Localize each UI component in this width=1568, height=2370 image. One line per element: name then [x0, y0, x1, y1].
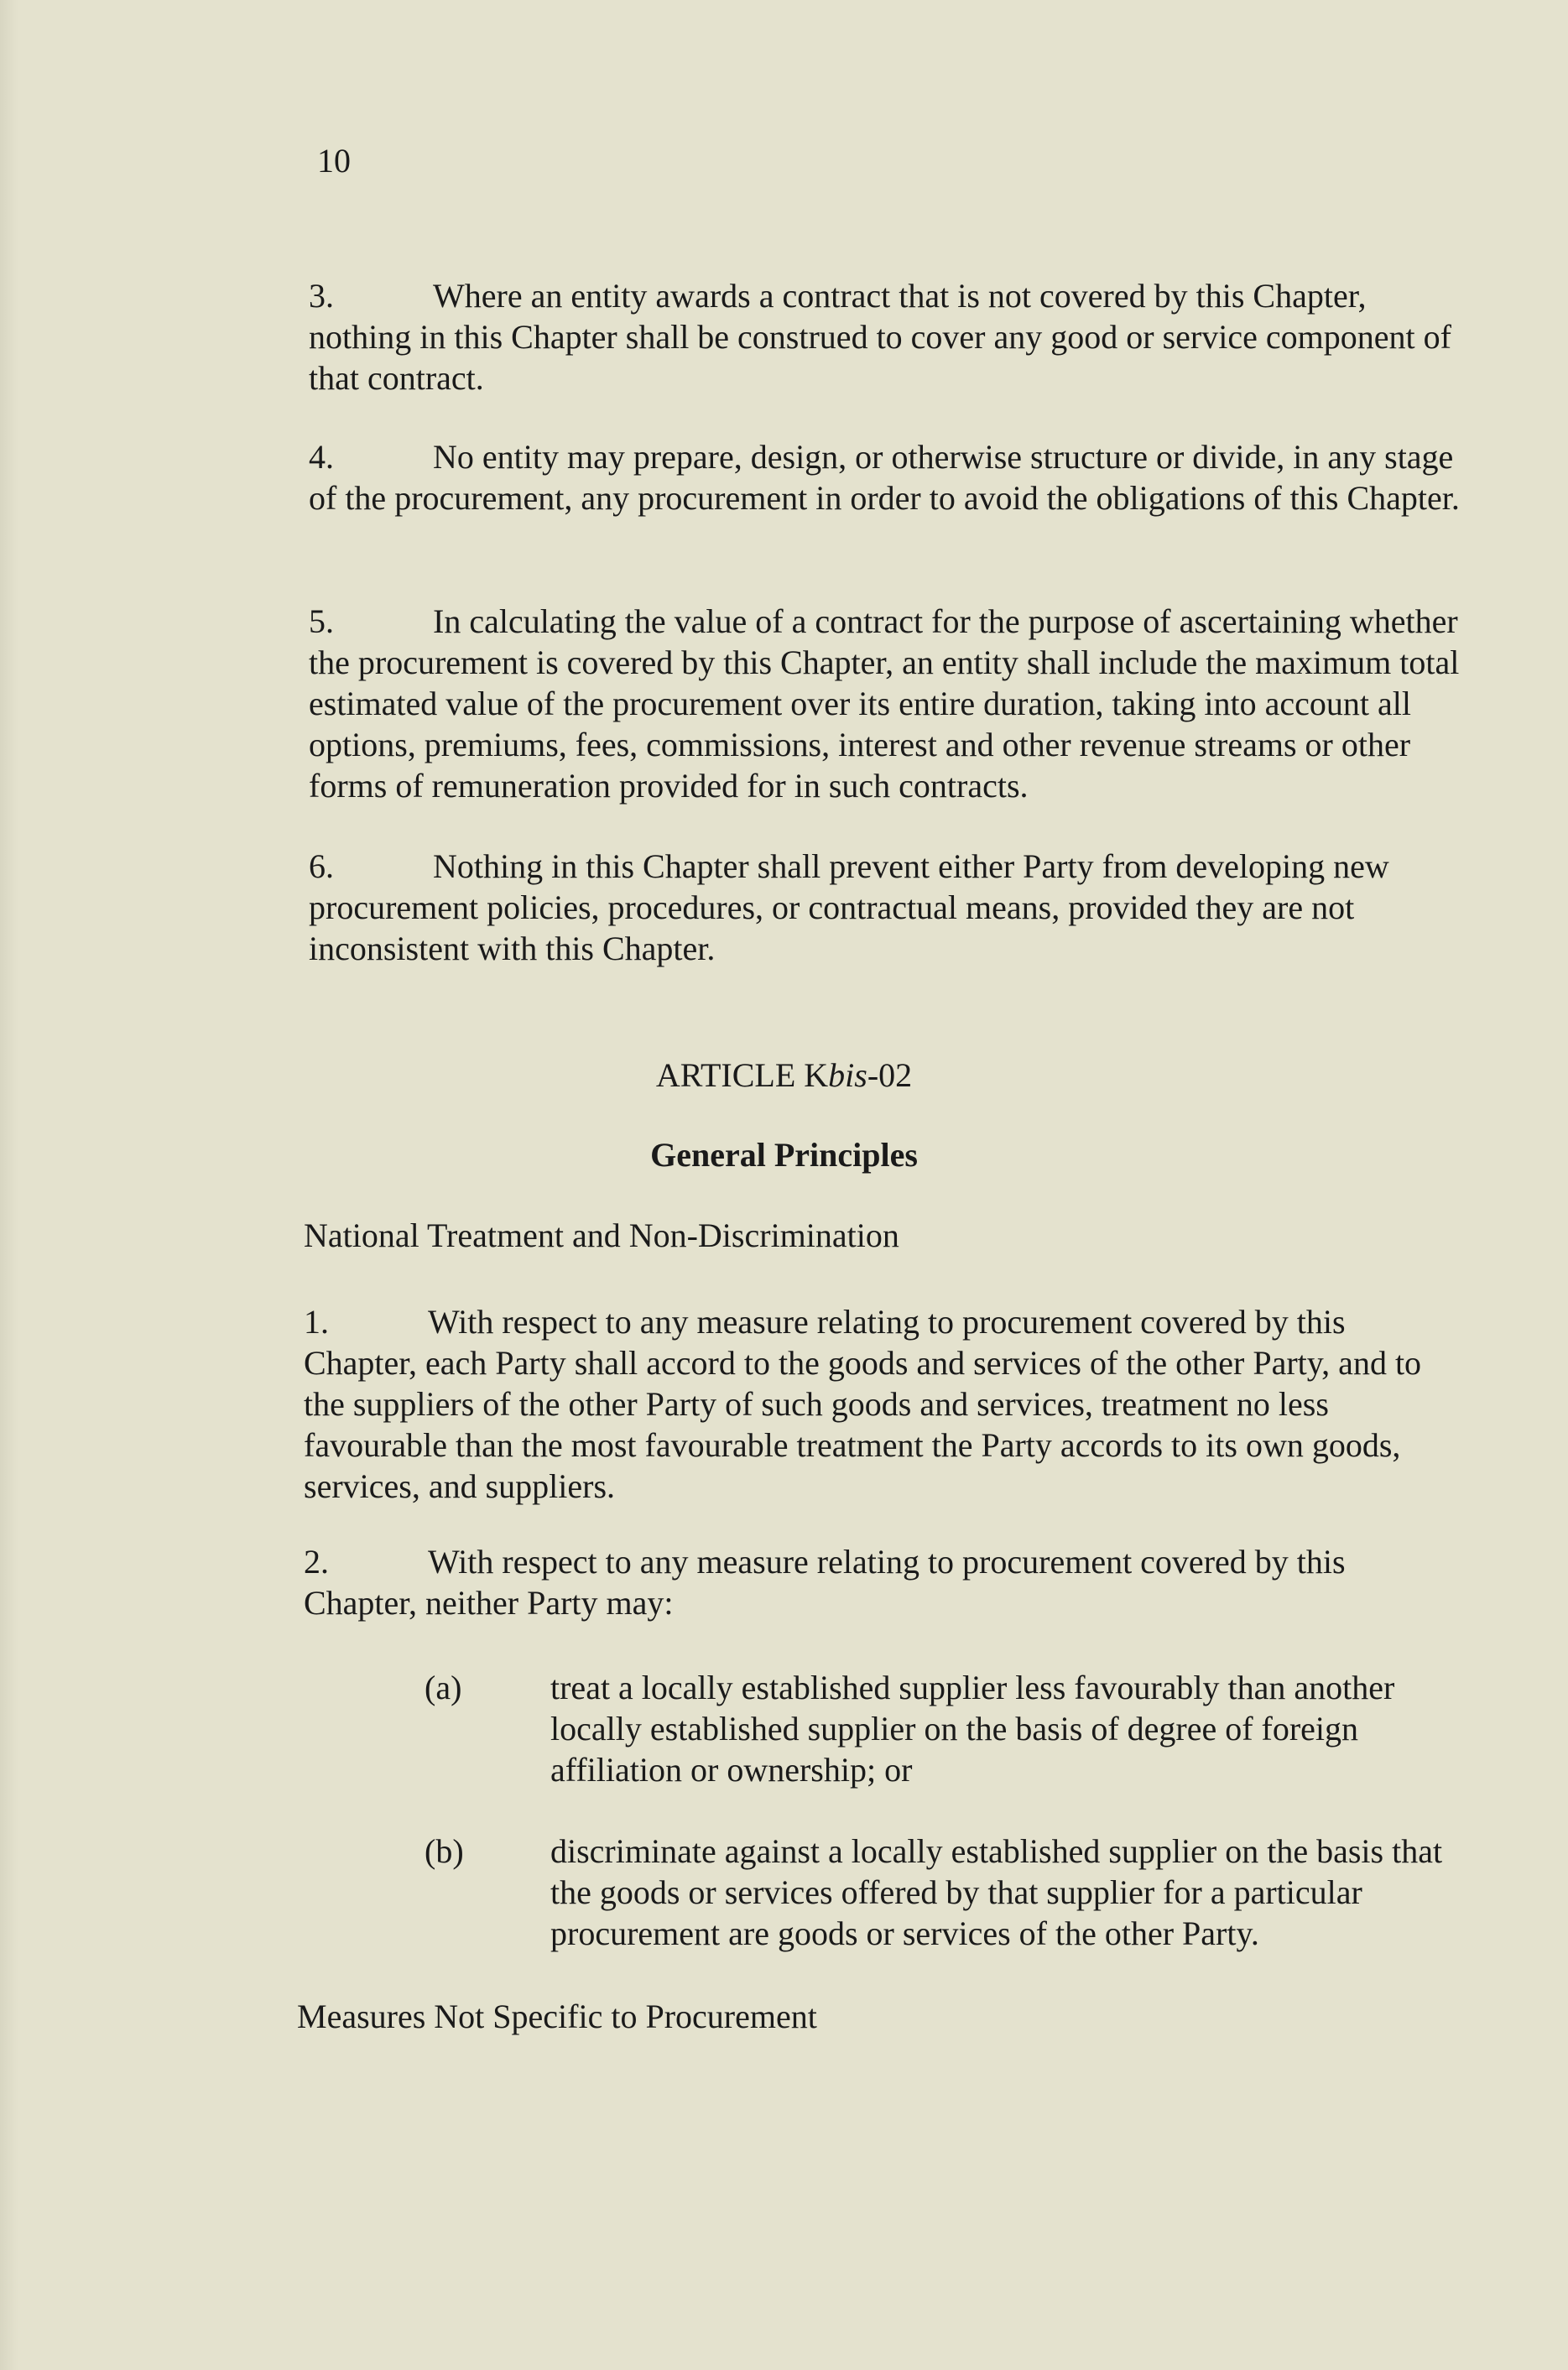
article-subtitle: General Principles	[650, 1136, 918, 1174]
paragraph-4	[309, 436, 1466, 518]
article-title-italic: bis	[828, 1056, 867, 1094]
list-item-b	[425, 1831, 1473, 1954]
paragraph-number: 1.	[304, 1303, 329, 1341]
list-item-a	[425, 1667, 1473, 1790]
article-paragraph-2	[304, 1541, 1461, 1623]
article-title	[0, 1055, 1568, 1096]
paragraph-text: No entity may prepare, design, or otherwise structure or divide, in any stage of the procurement, any procurement in order to avoid the obligations of this Chapter.	[309, 438, 1460, 517]
paragraph-text: Nothing in this Chapter shall prevent either Party from developing new procurement policies, procedures, or contractual means, provided they are not inconsistent with this Chapter.	[309, 847, 1389, 967]
paragraph-3	[309, 275, 1466, 398]
list-item-text: discriminate against a locally established supplier on the basis that the goods or services offered by that supplier for a particular procurement are goods or services of the other Party.	[550, 1832, 1443, 1952]
paragraph-number: 4.	[309, 438, 334, 476]
paragraph-number: 3.	[309, 277, 334, 315]
list-item-text: treat a locally established supplier less favourably than another locally established supplier on the basis of degree of foreign affiliation or ownership; or	[550, 1669, 1395, 1789]
paragraph-text: With respect to any measure relating to procurement covered by this Chapter, each Party shall accord to the goods and services of the other Party, and to the suppliers of the other Party of such goods and services, treatment no less favourable than the most favourable treatment the Party accords to its own goods, services, and suppliers.	[304, 1303, 1422, 1505]
paragraph-number: 5.	[309, 602, 334, 640]
paragraph-number: 2.	[304, 1543, 329, 1581]
paragraph-text: With respect to any measure relating to procurement covered by this Chapter, neither Party may:	[304, 1543, 1346, 1622]
list-item-label: (b)	[425, 1832, 464, 1870]
list-item-label: (a)	[425, 1669, 462, 1706]
article-title-prefix: ARTICLE K	[655, 1056, 829, 1094]
section-subheading: National Treatment and Non-Discrimination	[304, 1216, 899, 1254]
page-number: 10	[317, 142, 351, 180]
paragraph-text: In calculating the value of a contract for the purpose of ascertaining whether the procurement is covered by this Chapter, an entity shall include the maximum total estimated value of the procurement over its entire duration, taking into account all options, premiums, fees, commissions, interest and other revenue streams or other forms of remuneration provided for in such contracts.	[309, 602, 1460, 805]
paragraph-6	[309, 846, 1466, 969]
paragraph-number: 6.	[309, 847, 334, 885]
page-edge-shadow	[0, 0, 18, 2370]
article-title-suffix: -02	[867, 1056, 913, 1094]
paragraph-text: Where an entity awards a contract that is not covered by this Chapter, nothing in this Chapter shall be construed to cover any good or service component of that contract.	[309, 277, 1451, 397]
article-paragraph-1	[304, 1301, 1461, 1507]
paragraph-5	[309, 601, 1466, 806]
section-subheading: Measures Not Specific to Procurement	[297, 1998, 817, 2035]
